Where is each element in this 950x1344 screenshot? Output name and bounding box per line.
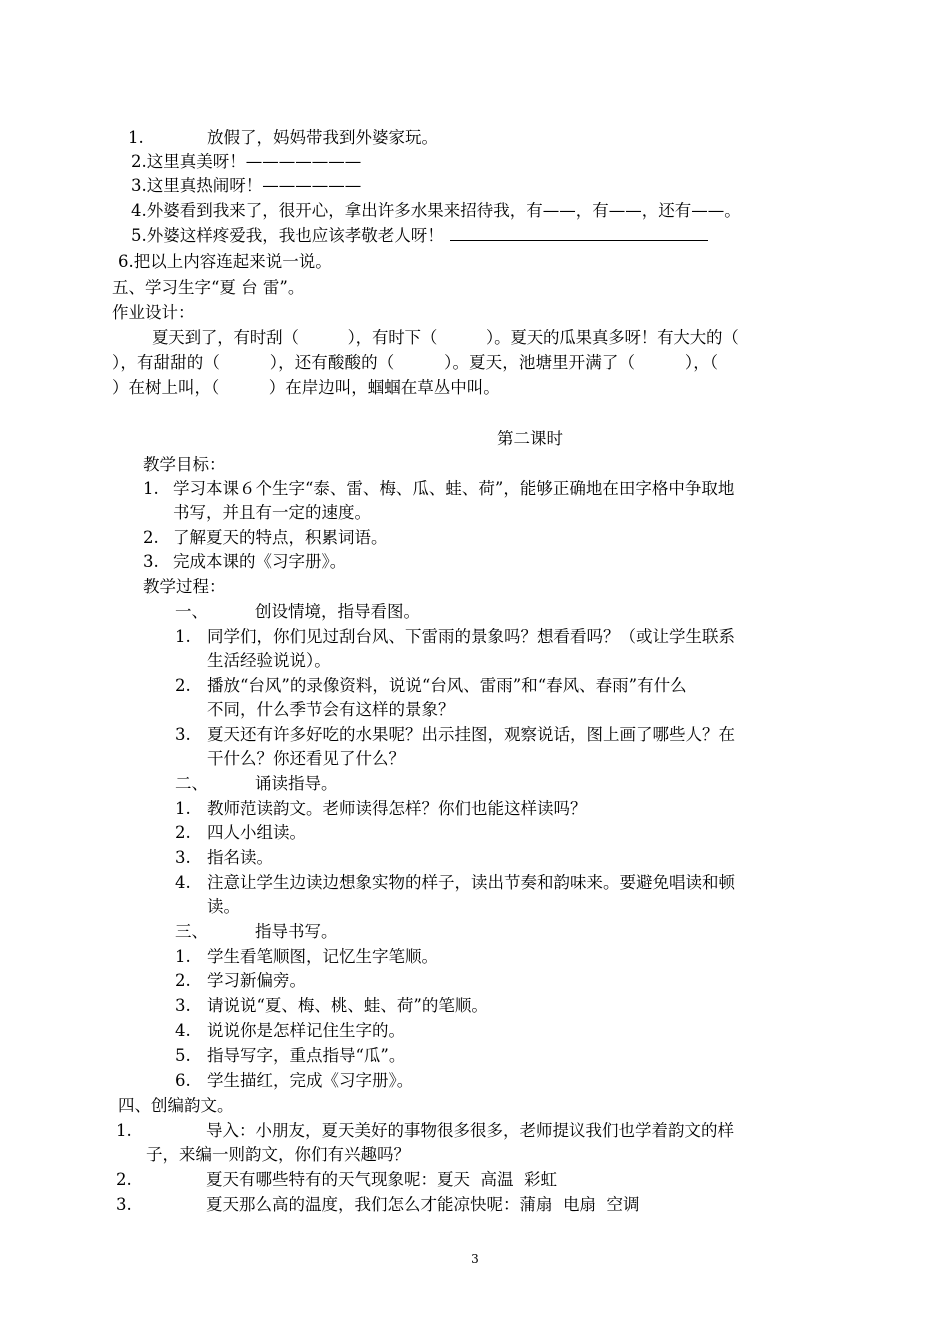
item-number: 1. <box>116 1121 132 1140</box>
step-3-item-1 <box>175 945 438 969</box>
item-number: 3. <box>116 1195 132 1214</box>
step-2-item-4-cont: 读。 <box>207 897 240 916</box>
line-1 <box>128 126 438 150</box>
step-1-heading <box>175 600 420 624</box>
goal-3 <box>143 550 346 574</box>
section-5-heading: 五、学习生字“夏 台 雷”。 <box>112 278 305 297</box>
step-4-heading: 四、创编韵文。 <box>118 1096 234 1115</box>
step-3-number: 三、 <box>175 922 208 941</box>
step-4-item-1 <box>116 1119 734 1143</box>
step-3-heading <box>175 920 338 944</box>
item-number: 2. <box>175 676 191 695</box>
step-2-number: 二、 <box>175 774 208 793</box>
item-number: 5. <box>175 1046 191 1065</box>
item-number: 4. <box>175 873 191 892</box>
item-number: 1. <box>175 799 191 818</box>
item-text: 学生看笔顺图，记忆生字笔顺。 <box>207 947 438 966</box>
goal-1-number: 1. <box>143 479 159 498</box>
item-text: 夏天那么高的温度，我们怎么才能凉快呢：蒲扇 电扇 空调 <box>206 1195 640 1214</box>
homework-line-2: ），有甜甜的（ ），还有酸酸的（ ）。夏天，池塘里开满了（ ），（ <box>112 353 719 372</box>
step-2-item-2 <box>175 821 306 845</box>
item-number: 1. <box>175 947 191 966</box>
item-number: 3. <box>175 848 191 867</box>
item-text: 请说说“夏、梅、桃、蛙、荷”的笔顺。 <box>207 996 488 1015</box>
step-1-item-2-cont: 不同，什么季节会有这样的景象？ <box>207 700 455 719</box>
item-text: 四人小组读。 <box>207 823 306 842</box>
step-3-item-5 <box>175 1044 405 1068</box>
line-1-number: 1. <box>128 128 144 147</box>
item-text: 播放“台风”的录像资料，说说“台风、雷雨”和“春风、春雨”有什么 <box>207 676 687 695</box>
homework-line-3: ）在树上叫，（ ）在岸边叫，蝈蝈在草丛中叫。 <box>112 378 500 397</box>
goal-3-text: 完成本课的《习字册》。 <box>173 552 347 571</box>
goal-2 <box>143 526 388 550</box>
item-number: 3. <box>175 725 191 744</box>
item-text: 指名读。 <box>207 848 273 867</box>
line-6: 6.把以上内容连起来说一说。 <box>118 252 332 271</box>
goal-1 <box>143 477 734 501</box>
item-text: 导入：小朋友，夏天美好的事物很多很多，老师提议我们也学着韵文的样 <box>206 1121 734 1140</box>
step-3-item-2 <box>175 969 306 993</box>
item-number: 2. <box>175 823 191 842</box>
step-2-heading <box>175 772 338 796</box>
line-4: 4.外婆看到我来了，很开心，拿出许多水果来招待我，有——，有——，还有——。 <box>131 201 741 220</box>
step-1-item-3-cont: 干什么？你还看见了什么？ <box>207 749 405 768</box>
step-4-item-1-cont: 子，来编一则韵文，你们有兴趣吗？ <box>146 1145 410 1164</box>
step-1-item-2 <box>175 674 687 698</box>
line-5 <box>131 224 708 248</box>
page-number: 3 <box>471 1252 479 1266</box>
step-3-item-4 <box>175 1019 405 1043</box>
item-number: 1. <box>175 627 191 646</box>
step-3-item-3 <box>175 994 488 1018</box>
goal-3-number: 3. <box>143 552 159 571</box>
step-1-number: 一、 <box>175 602 208 621</box>
step-4-item-3 <box>116 1193 639 1217</box>
step-2-item-1 <box>175 797 587 821</box>
goal-2-text: 了解夏天的特点，积累词语。 <box>173 528 388 547</box>
item-text: 指导写字，重点指导“瓜”。 <box>207 1046 406 1065</box>
line-1-text: 放假了，妈妈带我到外婆家玩。 <box>207 128 438 147</box>
step-1-item-1 <box>175 625 735 649</box>
answer-blank <box>450 226 708 241</box>
line-3: 3.这里真热闹呀！—————— <box>131 176 362 195</box>
item-text: 说说你是怎样记住生字的。 <box>207 1021 405 1040</box>
step-3-text: 指导书写。 <box>255 922 338 941</box>
item-number: 3. <box>175 996 191 1015</box>
item-number: 2. <box>175 971 191 990</box>
item-text: 同学们，你们见过刮台风、下雷雨的景象吗？想看看吗？（或让学生联系 <box>207 627 735 646</box>
goal-1-cont: 书写，并且有一定的速度。 <box>173 503 371 522</box>
step-2-item-3 <box>175 846 273 870</box>
goal-2-number: 2. <box>143 528 159 547</box>
goal-1-text: 学习本课６个生字“泰、雷、梅、瓜、蛙、荷”，能够正确地在田字格中争取地 <box>173 479 735 498</box>
item-text: 注意让学生边读边想象实物的样子，读出节奏和韵味来。要避免唱读和顿 <box>207 873 735 892</box>
line-5-text: 5.外婆这样疼爱我，我也应该孝敬老人呀！ <box>131 226 444 245</box>
step-2-text: 诵读指导。 <box>255 774 338 793</box>
goals-title: 教学目标： <box>143 455 226 474</box>
item-text: 夏天还有许多好吃的水果呢？出示挂图，观察说话，图上画了哪些人？在 <box>207 725 735 744</box>
item-number: 6. <box>175 1071 191 1090</box>
item-text: 教师范读韵文。老师读得怎样？你们也能这样读吗？ <box>207 799 587 818</box>
item-number: 4. <box>175 1021 191 1040</box>
item-text: 学生描红，完成《习字册》。 <box>207 1071 414 1090</box>
lesson-2-title: 第二课时 <box>497 429 563 448</box>
step-3-item-6 <box>175 1069 413 1093</box>
item-number: 2. <box>116 1170 132 1189</box>
step-4-item-2 <box>116 1168 557 1192</box>
step-1-text: 创设情境，指导看图。 <box>255 602 420 621</box>
homework-title: 作业设计： <box>112 303 195 322</box>
step-1-item-1-cont: 生活经验说说）。 <box>207 651 331 670</box>
homework-line-1: 夏天到了，有时刮（ ），有时下（ ）。夏天的瓜果真多呀！有大大的（ <box>152 328 739 347</box>
item-text: 学习新偏旁。 <box>207 971 306 990</box>
step-2-item-4 <box>175 871 735 895</box>
item-text: 夏天有哪些特有的天气现象呢：夏天 高温 彩虹 <box>206 1170 557 1189</box>
step-1-item-3 <box>175 723 735 747</box>
line-2: 2.这里真美呀！——————— <box>131 152 362 171</box>
process-title: 教学过程： <box>143 577 226 596</box>
